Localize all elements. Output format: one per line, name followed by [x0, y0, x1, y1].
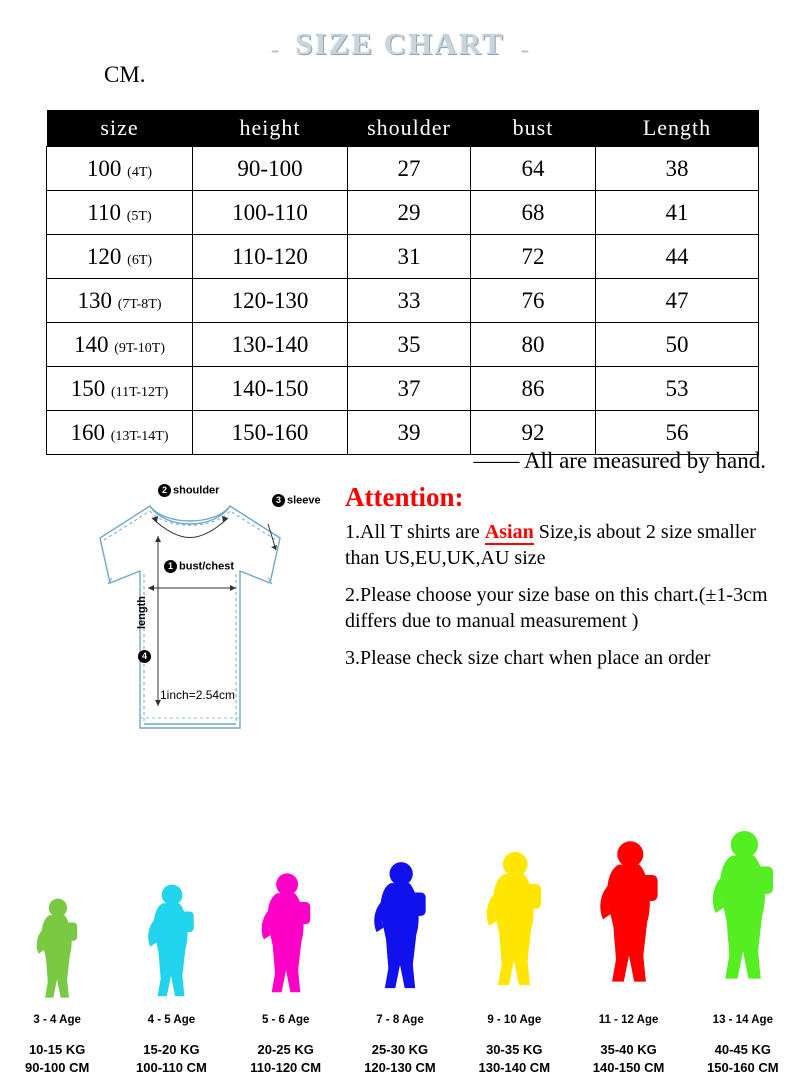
- attention-title: Attention:: [345, 482, 464, 512]
- cell-shoulder: 39: [348, 411, 471, 455]
- attention-item-1-post: Size,is about 2 size smaller than US,EU,UK,AU size: [345, 521, 756, 570]
- cell-size-age: (9T-10T): [114, 340, 166, 356]
- cell-size-value: 160: [70, 419, 105, 445]
- cell-height: 100-110: [193, 191, 348, 235]
- kid-column: [464, 815, 564, 1075]
- cell-shoulder: 33: [348, 279, 471, 323]
- middle-section: [0, 478, 800, 768]
- cell-size-value: 120: [86, 243, 122, 269]
- column-header-bust: bust: [471, 110, 596, 147]
- kid-column: [121, 815, 221, 1075]
- kid-figure-wrap: [693, 815, 793, 1005]
- table-row: [47, 147, 759, 191]
- attention-item-2: 2.Please choose your size base on this chart.(±1-3cm differs due to manual measurement ): [345, 583, 768, 633]
- cell-size-age: (7T-8T): [117, 296, 162, 312]
- cell-length: 47: [596, 279, 759, 323]
- kid-figure-wrap: [464, 815, 564, 1005]
- kid-weight-label: 15-20 KG: [143, 1042, 200, 1057]
- kid-height-label: 110-120 CM: [250, 1060, 322, 1075]
- kid-figure-wrap: [7, 815, 107, 1005]
- cell-size: [47, 411, 193, 455]
- child-silhouette-icon: [140, 880, 202, 1005]
- child-silhouette-icon: [590, 823, 668, 1005]
- kid-figure-wrap: [579, 815, 679, 1005]
- label-bust-text: bust/chest: [179, 560, 235, 573]
- shoulder-number-badge: 2: [158, 484, 171, 497]
- kids-size-row: [0, 775, 800, 1075]
- attention-section: [345, 482, 775, 681]
- kid-column: [693, 815, 793, 1075]
- cell-size-value: 110: [87, 199, 121, 225]
- cell-bust: 68: [471, 191, 596, 235]
- table-row: [47, 367, 759, 411]
- size-chart-table-wrap: [46, 110, 758, 455]
- child-silhouette-icon: [365, 850, 435, 1005]
- cell-length: 41: [596, 191, 759, 235]
- length-number-badge-wrap: [138, 650, 153, 663]
- cell-length: 50: [596, 323, 759, 367]
- cell-size: [47, 323, 193, 367]
- sleeve-number-badge: 3: [272, 494, 285, 507]
- cell-size: [47, 147, 193, 191]
- cell-bust: 76: [471, 279, 596, 323]
- cell-height: 130-140: [193, 323, 348, 367]
- kid-age-label: 13 - 14 Age: [712, 1014, 773, 1026]
- cell-size-value: 130: [77, 287, 112, 313]
- kid-age-label: 7 - 8 Age: [376, 1014, 424, 1026]
- cell-length: 53: [596, 367, 759, 411]
- cell-bust: 92: [471, 411, 596, 455]
- title-left-dash: -: [270, 35, 280, 65]
- cell-shoulder: 37: [348, 367, 471, 411]
- kid-weight-label: 10-15 KG: [28, 1042, 86, 1057]
- child-silhouette-icon: [477, 837, 551, 1005]
- column-header-size: size: [47, 110, 193, 147]
- kid-height-label: 130-140 CM: [478, 1060, 551, 1075]
- column-header-length: Length: [596, 110, 759, 147]
- label-shoulder-text: shoulder: [173, 484, 220, 497]
- table-row: [47, 235, 759, 279]
- cell-size-value: 140: [73, 331, 109, 357]
- kid-weight-label: 25-30 KG: [371, 1042, 429, 1057]
- tshirt-icon: [40, 478, 340, 763]
- attention-item-1-pre: 1.All T shirts are: [345, 521, 485, 543]
- attention-item-3: 3.Please check size chart when place an order: [345, 646, 711, 669]
- cell-length: 38: [596, 147, 759, 191]
- cell-size-value: 100: [86, 155, 122, 181]
- measured-by-hand-note: —— All are measured by hand.: [473, 448, 766, 473]
- cell-length: 44: [596, 235, 759, 279]
- cell-size-age: (5T): [126, 208, 152, 224]
- cell-bust: 86: [471, 367, 596, 411]
- cell-shoulder: 27: [348, 147, 471, 191]
- kid-figure-wrap: [236, 815, 336, 1005]
- kid-height-label: 90-100 CM: [24, 1060, 90, 1075]
- child-silhouette-icon: [702, 810, 784, 1005]
- kid-column: [350, 815, 450, 1075]
- cell-size-age: (11T-12T): [110, 384, 169, 400]
- cell-bust: 72: [471, 235, 596, 279]
- table-row: [47, 191, 759, 235]
- length-number-badge: 4: [138, 650, 151, 663]
- tshirt-diagram: [40, 478, 340, 763]
- column-header-shoulder: shoulder: [348, 110, 471, 147]
- bust-number-badge: 1: [164, 560, 177, 573]
- cell-shoulder: 31: [348, 235, 471, 279]
- kid-column: [236, 815, 336, 1075]
- kid-height-label: 140-150 CM: [592, 1060, 665, 1075]
- cell-size: [47, 235, 193, 279]
- cell-height: 90-100: [193, 147, 348, 191]
- table-row: [47, 323, 759, 367]
- kid-age-label: 11 - 12 Age: [598, 1014, 659, 1026]
- kid-column: [579, 815, 679, 1075]
- label-length-text: length: [136, 596, 148, 629]
- attention-item-1: [345, 519, 775, 572]
- kid-figure-wrap: [121, 815, 221, 1005]
- kid-figure-wrap: [350, 815, 450, 1005]
- kid-height-label: 120-130 CM: [364, 1060, 436, 1075]
- page-title-row: [0, 0, 800, 66]
- child-silhouette-icon: [28, 895, 86, 1005]
- cell-length: 56: [596, 411, 759, 455]
- size-chart-table: [46, 110, 759, 455]
- kid-age-label: 4 - 5 Age: [147, 1014, 196, 1026]
- cell-height: 150-160: [193, 411, 348, 455]
- kid-weight-label: 35-40 KG: [600, 1042, 657, 1057]
- kid-height-label: 100-110 CM: [136, 1060, 207, 1075]
- cell-bust: 64: [471, 147, 596, 191]
- cell-height: 120-130: [193, 279, 348, 323]
- label-bust: [164, 560, 234, 573]
- kid-age-label: 3 - 4 Age: [33, 1014, 81, 1026]
- cell-size-age: (4T): [127, 164, 153, 180]
- cell-shoulder: 35: [348, 323, 471, 367]
- cell-size-age: (6T): [127, 252, 153, 268]
- table-header-row: [47, 110, 759, 147]
- kid-column: [7, 815, 107, 1075]
- kid-weight-label: 30-35 KG: [486, 1042, 543, 1057]
- cell-bust: 80: [471, 323, 596, 367]
- cell-size: [47, 191, 193, 235]
- kid-weight-label: 40-45 KG: [714, 1042, 772, 1057]
- child-silhouette-icon: [253, 865, 319, 1005]
- kid-age-label: 5 - 6 Age: [261, 1014, 310, 1026]
- inch-conversion-note: 1inch=2.54cm: [160, 688, 236, 702]
- table-row: [47, 279, 759, 323]
- column-header-height: height: [193, 110, 348, 147]
- cell-size-value: 150: [70, 375, 106, 401]
- attention-asian-highlight: Asian: [484, 521, 534, 543]
- title-right-dash: -: [520, 35, 530, 65]
- kid-height-label: 150-160 CM: [707, 1060, 779, 1075]
- label-sleeve-text: sleeve: [287, 494, 321, 507]
- page-title: SIZE CHART: [295, 26, 505, 61]
- cell-size-age: (13T-14T): [110, 428, 169, 444]
- cell-height: 140-150: [193, 367, 348, 411]
- kid-age-label: 9 - 10 Age: [487, 1014, 542, 1026]
- label-sleeve: [272, 494, 321, 507]
- cell-size: [47, 279, 193, 323]
- kid-weight-label: 20-25 KG: [257, 1042, 314, 1057]
- label-length: [136, 596, 148, 629]
- unit-label: CM.: [104, 62, 146, 87]
- cell-size: [47, 367, 193, 411]
- cell-height: 110-120: [193, 235, 348, 279]
- cell-shoulder: 29: [348, 191, 471, 235]
- label-shoulder: [158, 484, 219, 497]
